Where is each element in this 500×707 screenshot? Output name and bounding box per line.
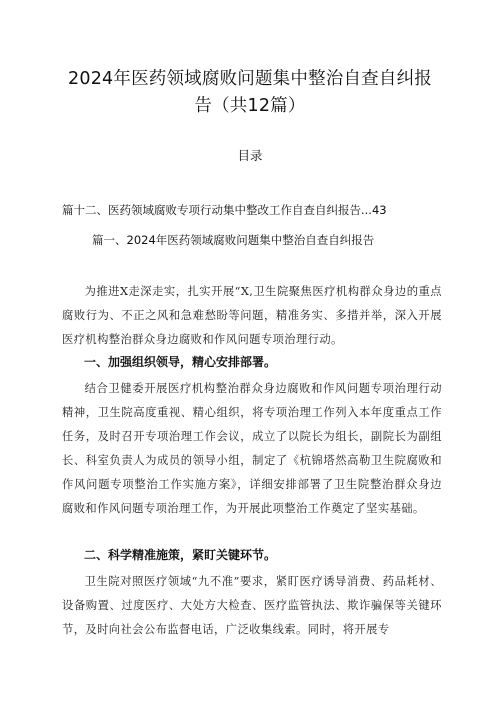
document-title: 2024年医药领域腐败问题集中整治自查自纠报告（共12篇） [68,69,432,116]
body-paragraph: 为推进X走深走实，扎实开展“X,卫生院聚焦医疗机构群众身边的重点腐败行为、不正之风和急难愁盼等问题，精准务实、多措并举，深入开展医疗机构整治群众身边腐败和作风问题专项治理行动。 [62,285,442,346]
body-paragraph: 结合卫健委开展医疗机构整治群众身边腐败和作风问题专项治理行动精神，卫生院高度重视、精心组织，将专项治理工作列入本年度重点工作任务，及时召开专项治理工作会议，成立了以院长为组长，副院长为副组长、科室负责人为成员的领导小组，制定了《杭锦塔然高勒卫生院腐败和作风问题专项整治工作实施方案》，详细安排部署了卫生院整治群众身边腐败和作风问题专项治理工作，为开展此项整治工作奠定了坚实基础。 [62,382,442,515]
toc-heading: 目录 [237,148,263,163]
section-heading: 一、加强组织领导，精心安排部署。 [84,355,277,369]
toc-entry[interactable]: 篇一、2024年医药领域腐败问题集中整治自查自纠报告 [92,233,375,247]
section-heading: 二、科学精准施策，紧盯关键环节。 [84,548,277,562]
toc-entry[interactable]: 篇十二、医药领域腐败专项行动集中整改工作自查自纠报告...43 [62,203,387,217]
body-paragraph: 卫生院对照医疗领域“九不准”要求，紧盯医疗诱导消费、药品耗材、设备购置、过度医疗、大处方大检查、医疗监管执法、欺诈骗保等关键环节，及时向社会公布监督电话，广泛收集线索。同时，将开展专 [62,575,442,636]
